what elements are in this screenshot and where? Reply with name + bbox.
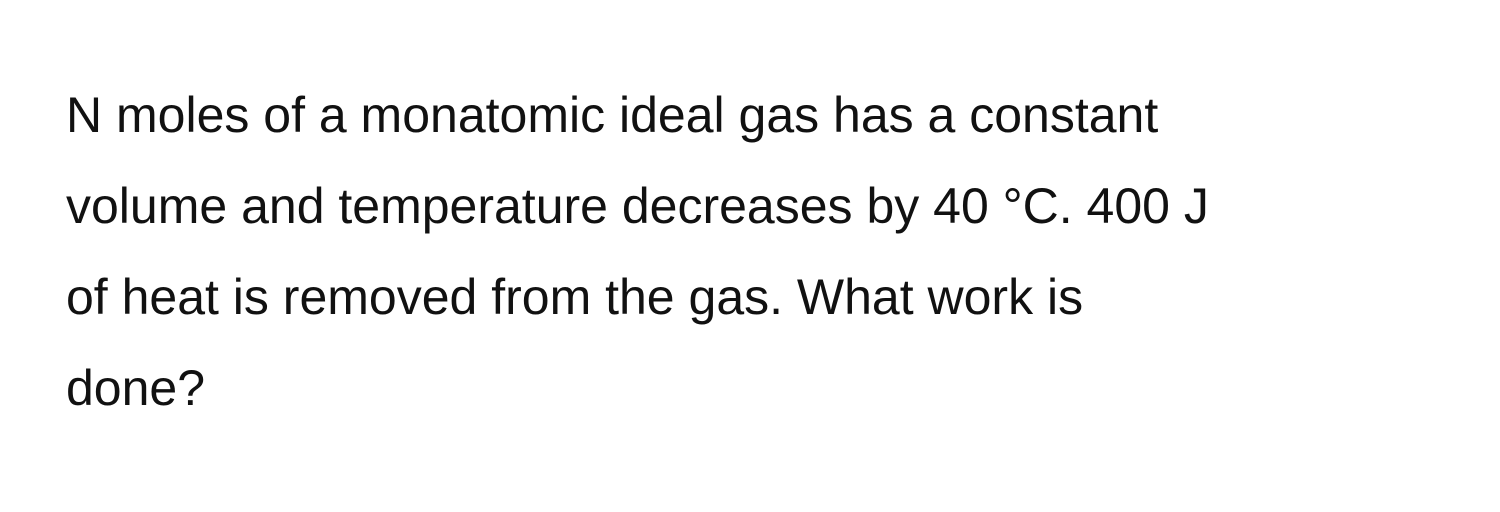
- question-line-4: done?: [66, 360, 206, 416]
- question-line-2: volume and temperature decreases by 40 °C. 400 J: [66, 178, 1209, 234]
- question-line-3: of heat is removed from the gas. What work is: [66, 269, 1084, 325]
- question-line-1: N moles of a monatomic ideal gas has a constant: [66, 87, 1159, 143]
- question-text: [66, 87, 1446, 416]
